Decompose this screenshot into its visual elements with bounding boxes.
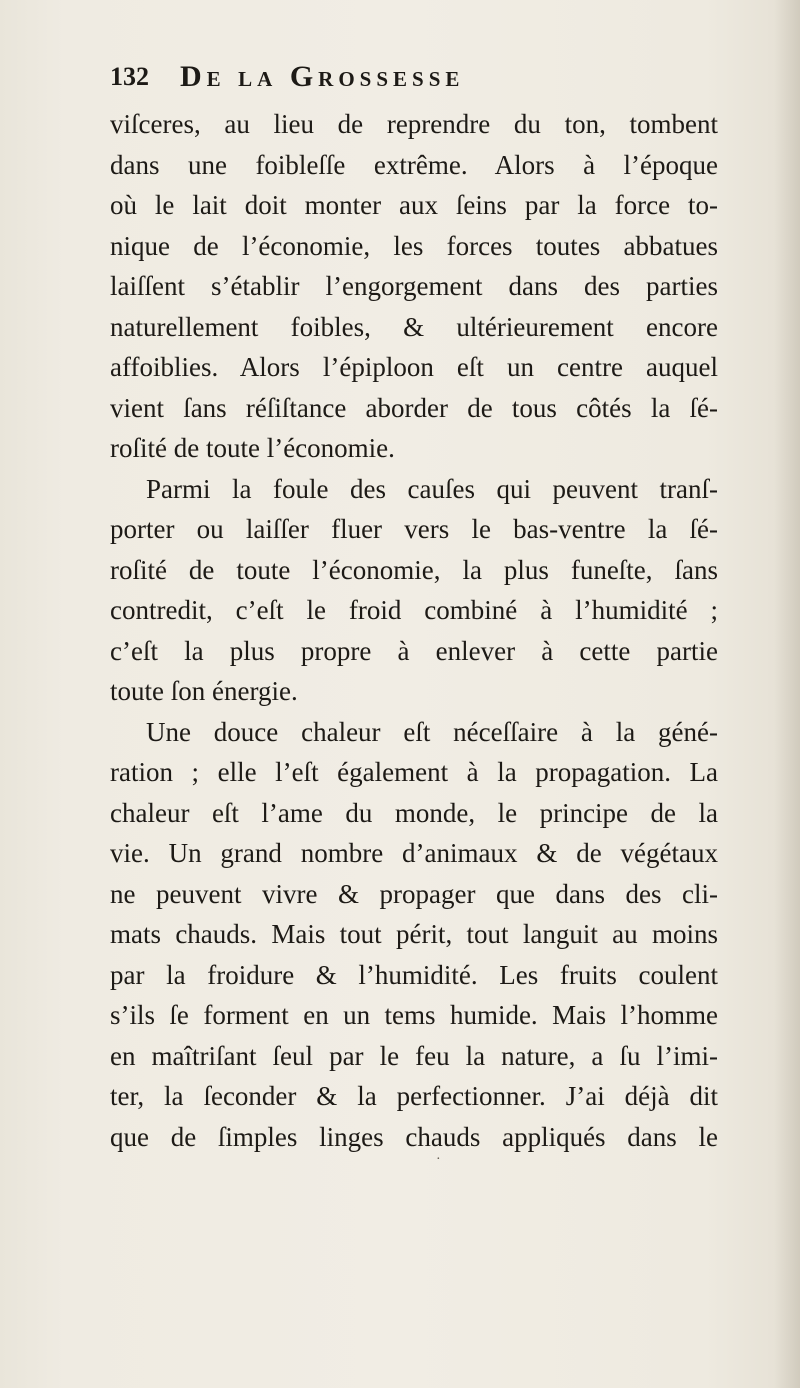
text-line: chaleur eſt l’ame du monde, le principe de la [110,797,718,828]
body-text [110,104,718,1157]
text-line: laiſſent s’établir l’engorgement dans des parties [110,271,718,301]
running-title: De la Grossesse [180,60,465,93]
text-line: dans une foibleſſe extrême. Alors à l’époque [110,149,718,180]
text-line: porter ou laiſſer fluer vers le bas-ventre la ſé- [110,514,718,544]
text-line: contredit, c’eſt le froid combiné à l’humidité ; [110,595,718,625]
text-line: où le lait doit monter aux ſeins par la force to- [110,190,718,220]
text-line: toute ſon énergie. [110,676,298,706]
text-line: mats chauds. Mais tout périt, tout languit au moins [110,919,718,949]
page-number: 132 [110,62,149,91]
text-line: vient ſans réſiſtance aborder de tous côtés la ſé- [110,392,718,423]
text-line: vie. Un grand nombre d’animaux & de végétaux [110,838,718,868]
running-head [110,60,710,100]
text-line: ne peuvent vivre & propager que dans des cli- [110,878,718,909]
page-edge-shadow [774,0,800,1388]
text-line: roſité de toute l’économie, la plus funeſte, ſans [110,554,718,585]
text-line: Une douce chaleur eſt néceſſaire à la géné- [146,716,718,747]
text-line: Parmi la foule des cauſes qui peuvent tranſ- [146,473,718,504]
text-line: ration ; elle l’eſt également à la propagation. La [110,757,718,787]
text-line: par la froidure & l’humidité. Les fruits coulent [110,959,718,990]
text-line: en maîtriſant ſeul par le feu la nature, a ſu l’imi- [110,1040,718,1071]
text-line: affoiblies. Alors l’épiploon eſt un centre auquel [110,352,718,382]
text-line: c’eſt la plus propre à enlever à cette partie [110,635,718,666]
text-line: viſceres, au lieu de reprendre du ton, tombent [110,109,718,139]
text-line: naturellement foibles, & ultérieurement encore [110,311,718,342]
text-line: s’ils ſe forment en un tems humide. Mais l’homme [110,1000,718,1030]
text-line: roſité de toute l’économie. [110,433,395,463]
text-line: ter, la ſeconder & la perfectionner. J’ai déjà dit [110,1081,718,1111]
text-line: nique de l’économie, les forces toutes abbatues [110,230,718,261]
ink-speck: · [436,1152,441,1167]
text-line: que de ſimples linges chauds appliqués dans le [110,1121,718,1152]
